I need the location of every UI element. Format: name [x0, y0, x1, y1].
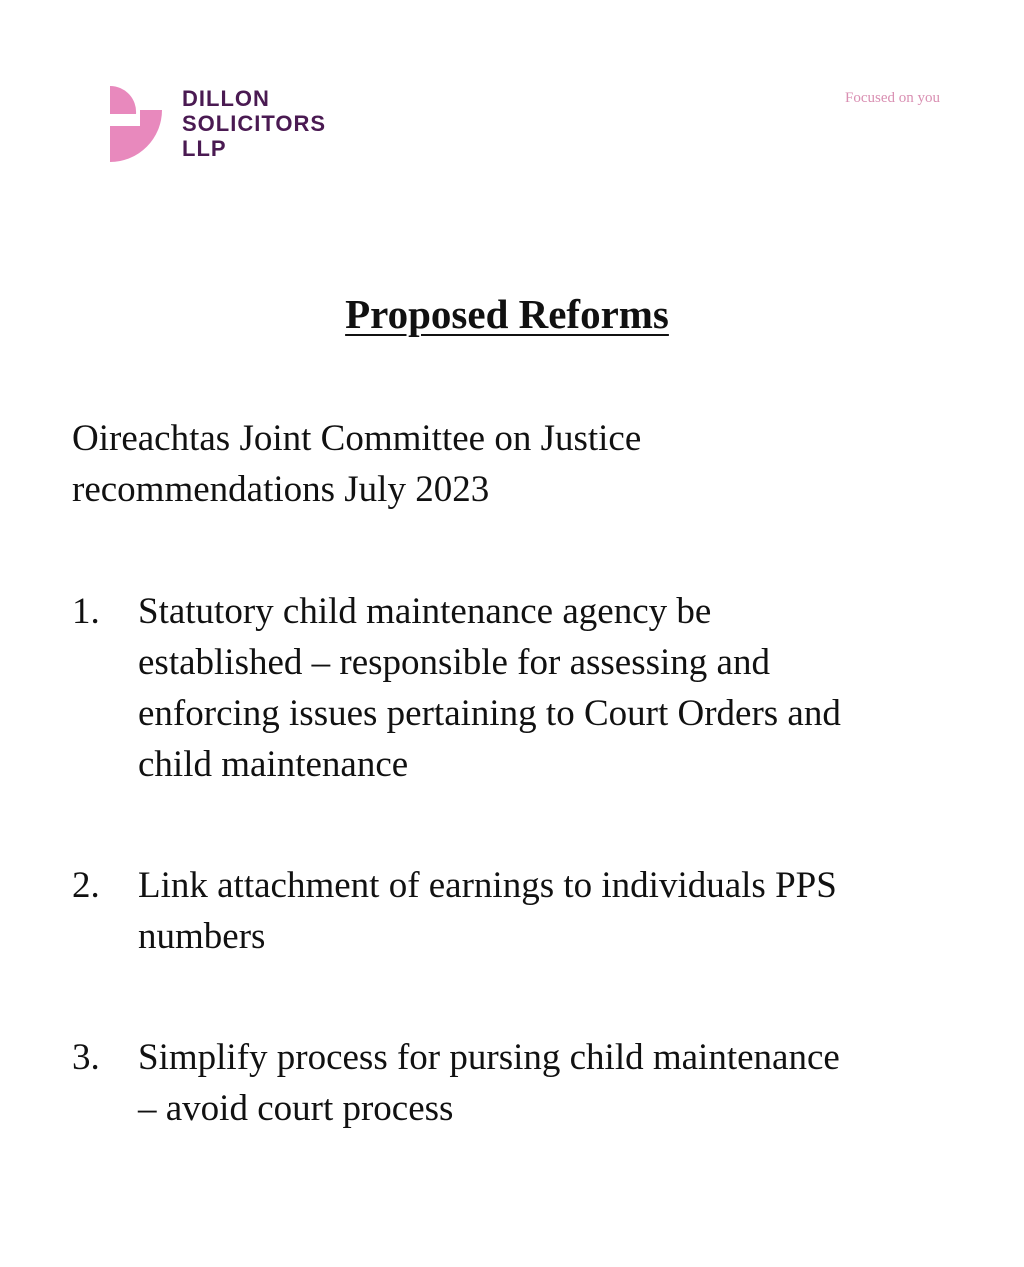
list-item	[72, 1032, 952, 1134]
list-item-line: Link attachment of earnings to individuals PPS	[138, 865, 837, 906]
list-item-line: established – responsible for assessing and	[138, 642, 770, 683]
list-item-line: enforcing issues pertaining to Court Orders and	[138, 693, 841, 734]
logo-text	[182, 86, 326, 161]
logo-line-solicitors: SOLICITORS	[182, 111, 327, 136]
intro-paragraph	[72, 413, 952, 515]
page-title: Proposed Reforms	[345, 291, 669, 337]
list-item	[72, 586, 952, 790]
list-item-number: 1.	[72, 591, 100, 632]
logo-mark-bottom-shape	[110, 110, 162, 162]
list-item-number: 3.	[72, 1037, 100, 1078]
logo-mark-icon	[108, 84, 168, 164]
logo-mark-top-shape	[110, 86, 136, 114]
recommendations-list	[72, 586, 952, 1204]
list-item-line: Simplify process for pursing child maintenance	[138, 1037, 840, 1078]
intro-line: Oireachtas Joint Committee on Justice	[72, 418, 642, 459]
company-logo	[108, 84, 408, 168]
list-item	[72, 860, 952, 962]
list-item-line: – avoid court process	[138, 1088, 454, 1129]
list-item-number: 2.	[72, 865, 100, 906]
list-item-line: numbers	[138, 916, 266, 957]
list-item-line: Statutory child maintenance agency be	[138, 591, 712, 632]
intro-line: recommendations July 2023	[72, 469, 490, 510]
tagline: Focused on you	[845, 90, 940, 106]
list-item-line: child maintenance	[138, 744, 409, 785]
logo-line-llp: LLP	[182, 136, 227, 161]
logo-line-dillon: DILLON	[182, 86, 270, 111]
